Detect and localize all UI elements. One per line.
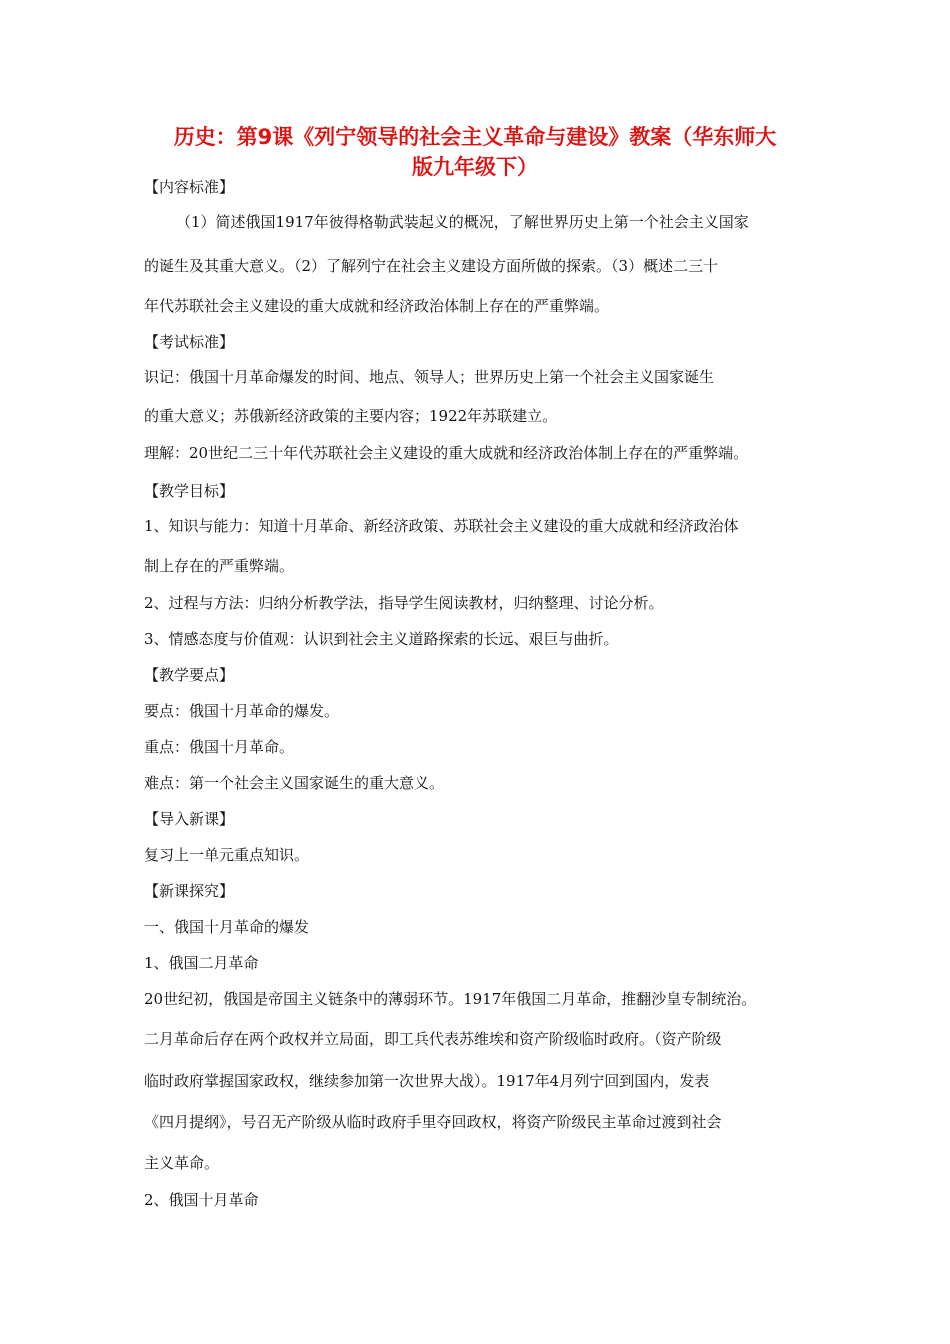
paragraph-line: 重点：俄国十月革命。 bbox=[144, 738, 295, 756]
title-line-2: 版九年级下） bbox=[412, 155, 538, 179]
paragraph-line: 20世纪初，俄国是帝国主义链条中的薄弱环节。1917年俄国二月革命，推翻沙皇专制统治。 bbox=[144, 990, 757, 1008]
paragraph-line: 制上存在的严重弊端。 bbox=[144, 557, 295, 575]
section-heading: 【新课探究】 bbox=[144, 882, 235, 900]
paragraph-line: 1、知识与能力：知道十月革命、新经济政策、苏联社会主义建设的重大成就和经济政治体 bbox=[144, 517, 739, 535]
paragraph-line: 难点：第一个社会主义国家诞生的重大意义。 bbox=[144, 774, 445, 792]
section-heading: 【教学要点】 bbox=[144, 666, 235, 684]
paragraph-line: 的诞生及其重大意义。（2）了解列宁在社会主义建设方面所做的探索。（3）概述二三十 bbox=[144, 257, 719, 275]
paragraph-line: （1）简述俄国1917年彼得格勒武装起义的概况，了解世界历史上第一个社会主义国家 bbox=[176, 213, 749, 231]
paragraph-line: 复习上一单元重点知识。 bbox=[144, 846, 310, 864]
section-heading: 【导入新课】 bbox=[144, 810, 235, 828]
title-line-1: 历史：第9课《列宁领导的社会主义革命与建设》教案（华东师大 bbox=[173, 125, 777, 149]
paragraph-line: 主义革命。 bbox=[144, 1154, 220, 1172]
paragraph-line: 理解：20世纪二三十年代苏联社会主义建设的重大成就和经济政治体制上存在的严重弊端。 bbox=[144, 444, 749, 462]
paragraph-line: 一、俄国十月革命的爆发 bbox=[144, 918, 310, 936]
document-title bbox=[120, 122, 830, 182]
paragraph-line: 3、情感态度与价值观：认识到社会主义道路探索的长远、艰巨与曲折。 bbox=[144, 630, 619, 648]
paragraph-line: 识记：俄国十月革命爆发的时间、地点、领导人；世界历史上第一个社会主义国家诞生 bbox=[144, 368, 715, 386]
section-heading: 【内容标准】 bbox=[144, 178, 235, 196]
paragraph-line: 的重大意义；苏俄新经济政策的主要内容；1922年苏联建立。 bbox=[144, 407, 558, 425]
paragraph-line: 1、俄国二月革命 bbox=[144, 954, 259, 972]
paragraph-line: 2、俄国十月革命 bbox=[144, 1191, 259, 1209]
section-heading: 【教学目标】 bbox=[144, 482, 235, 500]
paragraph-line: 二月革命后存在两个政权并立局面，即工兵代表苏维埃和资产阶级临时政府。（资产阶级 bbox=[144, 1030, 722, 1048]
section-heading: 【考试标准】 bbox=[144, 333, 235, 351]
paragraph-line: 年代苏联社会主义建设的重大成就和经济政治体制上存在的严重弊端。 bbox=[144, 297, 610, 315]
paragraph-line: 要点：俄国十月革命的爆发。 bbox=[144, 702, 340, 720]
paragraph-line: 《四月提纲》，号召无产阶级从临时政府手里夺回政权，将资产阶级民主革命过渡到社会 bbox=[144, 1113, 722, 1131]
paragraph-line: 2、过程与方法：归纳分析教学法，指导学生阅读教材，归纳整理、讨论分析。 bbox=[144, 594, 664, 612]
paragraph-line: 临时政府掌握国家政权，继续参加第一次世界大战）。1917年4月列宁回到国内，发表 bbox=[144, 1072, 710, 1090]
